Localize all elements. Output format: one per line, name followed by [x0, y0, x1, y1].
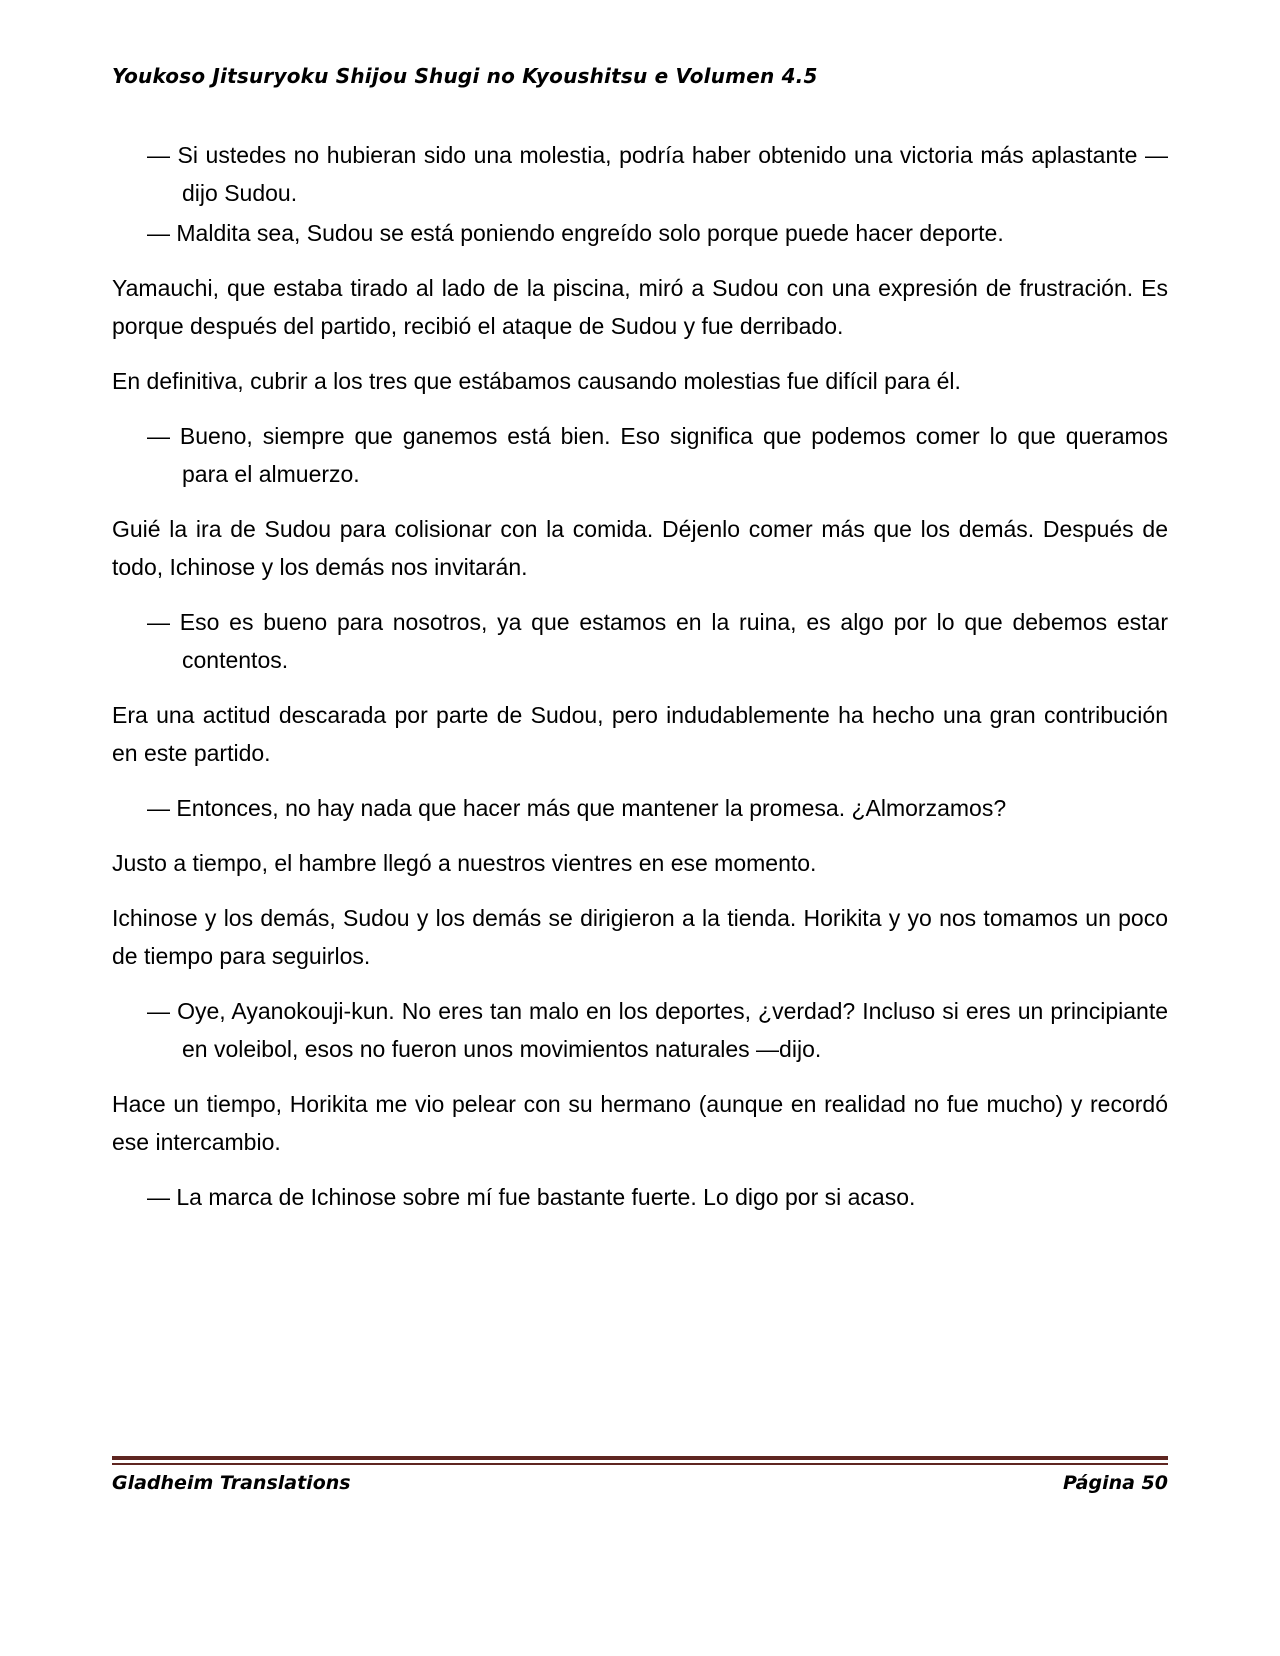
paragraph: Ichinose y los demás, Sudou y los demás se dirigieron a la tienda. Horikita y yo nos tomamos un poco de tiempo para seguirlos. — [112, 905, 1168, 969]
paragraph: — Si ustedes no hubieran sido una molestia, podría haber obtenido una victoria más aplastante —dijo Sudou. — [147, 142, 1168, 206]
paragraph: — Maldita sea, Sudou se está poniendo engreído solo porque puede hacer deporte. — [147, 220, 1004, 246]
footer-page-number: Página 50 — [1062, 1472, 1168, 1494]
paragraph: En definitiva, cubrir a los tres que estábamos causando molestias fue difícil para él. — [112, 368, 961, 394]
paragraph: — Eso es bueno para nosotros, ya que estamos en la ruina, es algo por lo que debemos estar contentos. — [147, 609, 1168, 673]
paragraph: Yamauchi, que estaba tirado al lado de la piscina, miró a Sudou con una expresión de frustración. Es porque después del partido, recibió el ataque de Sudou y fue derribado. — [112, 275, 1168, 339]
paragraph: — La marca de Ichinose sobre mí fue bastante fuerte. Lo digo por si acaso. — [147, 1184, 916, 1210]
page-body — [112, 136, 1168, 1216]
paragraph: Hace un tiempo, Horikita me vio pelear con su hermano (aunque en realidad no fue mucho) y recordó ese intercambio. — [112, 1091, 1168, 1155]
page-header-title: Youkoso Jitsuryoku Shijou Shugi no Kyoushitsu e Volumen 4.5 — [112, 64, 818, 88]
paragraph: — Entonces, no hay nada que hacer más que mantener la promesa. ¿Almorzamos? — [147, 795, 1007, 821]
paragraph: — Bueno, siempre que ganemos está bien. Eso significa que podemos comer lo que queramos para el almuerzo. — [147, 423, 1168, 487]
footer-divider — [112, 1456, 1168, 1465]
page-footer — [112, 1456, 1168, 1494]
paragraph: Justo a tiempo, el hambre llegó a nuestros vientres en ese momento. — [112, 850, 817, 876]
paragraph: Guié la ira de Sudou para colisionar con la comida. Déjenlo comer más que los demás. Después de todo, Ichinose y los demás nos invitarán. — [112, 516, 1168, 580]
footer-translation-group: Gladheim Translations — [112, 1472, 351, 1494]
paragraph: Era una actitud descarada por parte de Sudou, pero indudablemente ha hecho una gran contribución en este partido. — [112, 702, 1168, 766]
paragraph: — Oye, Ayanokouji-kun. No eres tan malo en los deportes, ¿verdad? Incluso si eres un principiante en voleibol, esos no fueron unos movimientos naturales —dijo. — [147, 998, 1168, 1062]
